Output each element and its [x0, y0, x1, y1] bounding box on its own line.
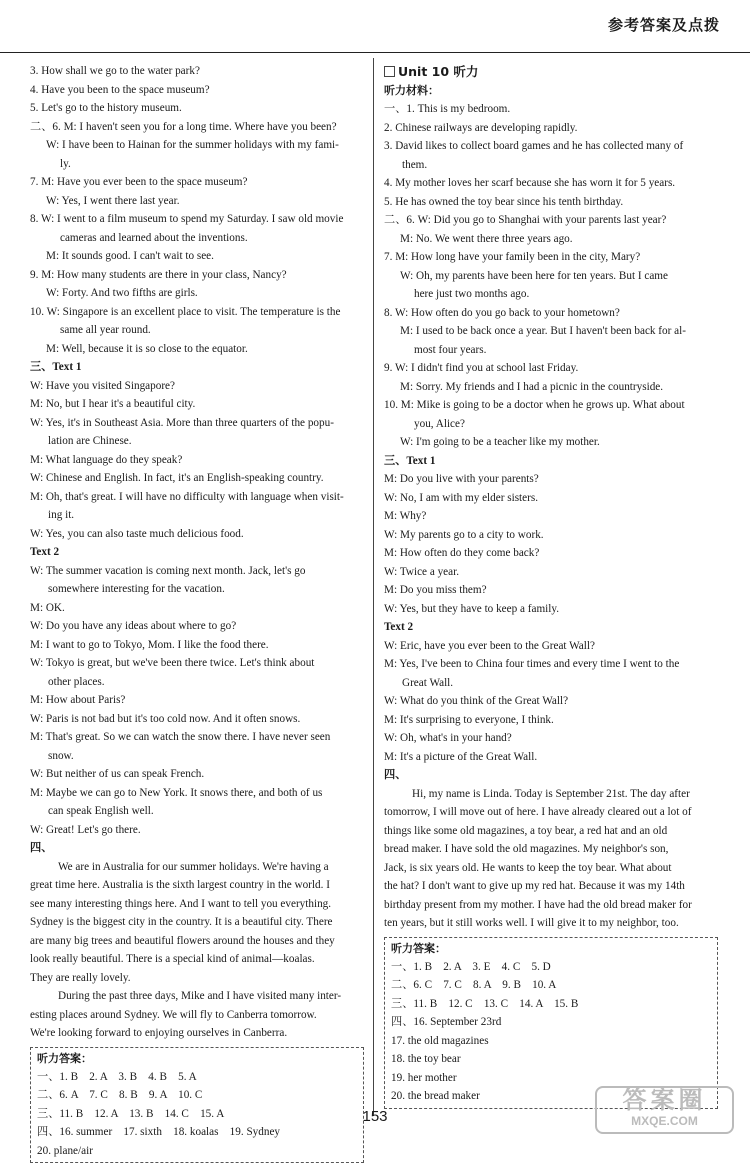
- watermark-url: MXQE.COM: [597, 1114, 732, 1128]
- answer-line: 18. the toy bear: [391, 1050, 711, 1069]
- left-line: M: Well, because it is so close to the equator.: [30, 340, 364, 359]
- passage-line: bread maker. I have sold the old magazines. My neighbor's son,: [384, 840, 718, 859]
- right-line: 二、6. W: Did you go to Shanghai with your parents last year?: [384, 211, 718, 230]
- passage-line: see many interesting things here. And I want to tell you everything.: [30, 895, 364, 914]
- answer-line: 20. the bread maker: [391, 1087, 711, 1106]
- left-line: W: Great! Let's go there.: [30, 821, 364, 840]
- left-line: ing it.: [30, 506, 364, 525]
- column-divider: [373, 58, 374, 1116]
- answer-title: 听力答案：: [391, 940, 711, 958]
- left-line: somewhere interesting for the vacation.: [30, 580, 364, 599]
- left-line: snow.: [30, 747, 364, 766]
- left-line: 9. M: How many students are there in your class, Nancy?: [30, 266, 364, 285]
- left-line: can speak English well.: [30, 802, 364, 821]
- passage-line: look really beautiful. There is a special kind of animal—koalas.: [30, 950, 364, 969]
- left-column: [30, 62, 364, 1163]
- left-line: 8. W: I went to a film museum to spend my Saturday. I saw old movie: [30, 210, 364, 229]
- left-line: W: Yes, I went there last year.: [30, 192, 364, 211]
- left-line: M: No, but I hear it's a beautiful city.: [30, 395, 364, 414]
- passage-line: We're looking forward to enjoying ourselves in Canberra.: [30, 1024, 364, 1043]
- left-line: other places.: [30, 673, 364, 692]
- right-line: 3. David likes to collect board games and he has collected many of: [384, 137, 718, 156]
- materials-label: 听力材料：: [384, 82, 718, 100]
- passage-line: Jack, is six years old. He wants to keep the toy bear. What about: [384, 859, 718, 878]
- left-line: same all year round.: [30, 321, 364, 340]
- left-line: M: I want to go to Tokyo, Mom. I like the food there.: [30, 636, 364, 655]
- watermark-logo: [595, 1086, 734, 1134]
- answer-line: 一、1. B 2. A 3. E 4. C 5. D: [391, 958, 711, 977]
- answer-line: 17. the old magazines: [391, 1032, 711, 1051]
- answer-box-right: [384, 937, 718, 1109]
- answer-line: 四、16. September 23rd: [391, 1013, 711, 1032]
- passage-line: great time here. Australia is the sixth largest country in the world. I: [30, 876, 364, 895]
- left-line: W: Tokyo is great, but we've been there twice. Let's think about: [30, 654, 364, 673]
- right-column: [384, 62, 718, 1109]
- right-line: W: What do you think of the Great Wall?: [384, 692, 718, 711]
- passage-line: They are really lovely.: [30, 969, 364, 988]
- right-line: M: It's surprising to everyone, I think.: [384, 711, 718, 730]
- passage-line: birthday present from my mother. I have had the old bread maker for: [384, 896, 718, 915]
- answer-line: 二、6. C 7. C 8. A 9. B 10. A: [391, 976, 711, 995]
- right-line: M: I used to be back once a year. But I haven't been back for al-: [384, 322, 718, 341]
- answer-line: 四、16. summer 17. sixth 18. koalas 19. Sydney: [37, 1123, 357, 1142]
- right-line: 5. He has owned the toy bear since his tenth birthday.: [384, 193, 718, 212]
- passage-line: the hat? I don't want to give up my red hat. Because it was my 14th: [384, 877, 718, 896]
- passage-line: Sydney is the biggest city in the country. It is a beautiful city. There: [30, 913, 364, 932]
- left-line: 二、6. M: I haven't seen you for a long time. Where have you been?: [30, 118, 364, 137]
- right-line: 一、1. This is my bedroom.: [384, 100, 718, 119]
- answer-line: 20. plane/air: [37, 1142, 357, 1161]
- answer-line: 三、11. B 12. C 13. C 14. A 15. B: [391, 995, 711, 1014]
- right-line: 8. W: How often do you go back to your hometown?: [384, 304, 718, 323]
- left-line: M: Oh, that's great. I will have no difficulty with language when visit-: [30, 488, 364, 507]
- right-line: M: Do you live with your parents?: [384, 470, 718, 489]
- section-heading: 三、Text 1: [384, 452, 718, 471]
- left-line: lation are Chinese.: [30, 432, 364, 451]
- passage-line: tomorrow, I will move out of here. I have already cleared out a lot of: [384, 803, 718, 822]
- left-line: W: Do you have any ideas about where to go?: [30, 617, 364, 636]
- left-line: 10. W: Singapore is an excellent place to visit. The temperature is the: [30, 303, 364, 322]
- answer-box-left: [30, 1047, 364, 1163]
- left-line: W: The summer vacation is coming next month. Jack, let's go: [30, 562, 364, 581]
- left-line: W: Chinese and English. In fact, it's an English-speaking country.: [30, 469, 364, 488]
- right-line: 7. M: How long have your family been in the city, Mary?: [384, 248, 718, 267]
- right-line: W: Oh, my parents have been here for ten years. But I came: [384, 267, 718, 286]
- passage-line: are many big trees and beautiful flowers around the houses and they: [30, 932, 364, 951]
- left-line: M: How about Paris?: [30, 691, 364, 710]
- header-title: 参考答案及点拨: [608, 14, 720, 35]
- left-line: W: Yes, you can also taste much delicious food.: [30, 525, 364, 544]
- right-line: W: I'm going to be a teacher like my mother.: [384, 433, 718, 452]
- flag-icon: [384, 66, 395, 77]
- right-line: M: No. We went there three years ago.: [384, 230, 718, 249]
- right-line: W: My parents go to a city to work.: [384, 526, 718, 545]
- left-line: 5. Let's go to the history museum.: [30, 99, 364, 118]
- right-line: most four years.: [384, 341, 718, 360]
- left-line: M: That's great. So we can watch the snow there. I have never seen: [30, 728, 364, 747]
- right-line: 10. M: Mike is going to be a doctor when he grows up. What about: [384, 396, 718, 415]
- right-line: 9. W: I didn't find you at school last Friday.: [384, 359, 718, 378]
- right-line: W: No, I am with my elder sisters.: [384, 489, 718, 508]
- unit-title: Unit 10 听力: [384, 62, 718, 82]
- right-line: M: Why?: [384, 507, 718, 526]
- page-number: 153: [0, 1108, 750, 1125]
- left-line: W: Yes, it's in Southeast Asia. More than three quarters of the popu-: [30, 414, 364, 433]
- left-line: 4. Have you been to the space museum?: [30, 81, 364, 100]
- left-line: W: Have you visited Singapore?: [30, 377, 364, 396]
- answer-title: 听力答案：: [37, 1050, 357, 1068]
- left-line: M: OK.: [30, 599, 364, 618]
- passage-line: esting places around Sydney. We will fly to Canberra tomorrow.: [30, 1006, 364, 1025]
- right-line: W: Yes, but they have to keep a family.: [384, 600, 718, 619]
- right-line: 4. My mother loves her scarf because she has worn it for 5 years.: [384, 174, 718, 193]
- passage-line: ten years, but it still works well. I will give it to my neighbor, too.: [384, 914, 718, 933]
- right-line: W: Oh, what's in your hand?: [384, 729, 718, 748]
- left-line: M: It sounds good. I can't wait to see.: [30, 247, 364, 266]
- right-line: M: It's a picture of the Great Wall.: [384, 748, 718, 767]
- left-line: ly.: [30, 155, 364, 174]
- section-heading: 四、: [384, 766, 718, 785]
- section-heading: Text 2: [30, 543, 364, 562]
- passage-line: things like some old magazines, a toy bear, a red hat and an old: [384, 822, 718, 841]
- passage-line: During the past three days, Mike and I have visited many inter-: [30, 987, 364, 1006]
- right-line: M: How often do they come back?: [384, 544, 718, 563]
- right-line: W: Eric, have you ever been to the Great Wall?: [384, 637, 718, 656]
- left-line: W: Paris is not bad but it's too cold now. And it often snows.: [30, 710, 364, 729]
- answer-line: 一、1. B 2. A 3. B 4. B 5. A: [37, 1068, 357, 1087]
- right-line: W: Twice a year.: [384, 563, 718, 582]
- left-line: W: I have been to Hainan for the summer holidays with my fami-: [30, 136, 364, 155]
- section-heading: Text 2: [384, 618, 718, 637]
- section-heading: 四、: [30, 839, 364, 858]
- answer-line: 三、11. B 12. A 13. B 14. C 15. A: [37, 1105, 357, 1124]
- right-line: M: Yes, I've been to China four times and every time I went to the: [384, 655, 718, 674]
- right-line: M: Do you miss them?: [384, 581, 718, 600]
- right-line: 2. Chinese railways are developing rapidly.: [384, 119, 718, 138]
- right-line: them.: [384, 156, 718, 175]
- answer-line: 19. her mother: [391, 1069, 711, 1088]
- answer-line: 二、6. A 7. C 8. B 9. A 10. C: [37, 1086, 357, 1105]
- page-header: [0, 0, 750, 53]
- passage-line: Hi, my name is Linda. Today is September 21st. The day after: [384, 785, 718, 804]
- left-line: 3. How shall we go to the water park?: [30, 62, 364, 81]
- left-line: W: Forty. And two fifths are girls.: [30, 284, 364, 303]
- right-line: here just two months ago.: [384, 285, 718, 304]
- left-line: M: What language do they speak?: [30, 451, 364, 470]
- passage-line: We are in Australia for our summer holidays. We're having a: [30, 858, 364, 877]
- left-line: W: But neither of us can speak French.: [30, 765, 364, 784]
- right-line: M: Sorry. My friends and I had a picnic in the countryside.: [384, 378, 718, 397]
- section-heading: 三、Text 1: [30, 358, 364, 377]
- left-line: cameras and learned about the inventions.: [30, 229, 364, 248]
- right-line: you, Alice?: [384, 415, 718, 434]
- left-line: 7. M: Have you ever been to the space museum?: [30, 173, 364, 192]
- right-line: Great Wall.: [384, 674, 718, 693]
- left-line: M: Maybe we can go to New York. It snows there, and both of us: [30, 784, 364, 803]
- watermark-text: 答案圈: [597, 1088, 732, 1114]
